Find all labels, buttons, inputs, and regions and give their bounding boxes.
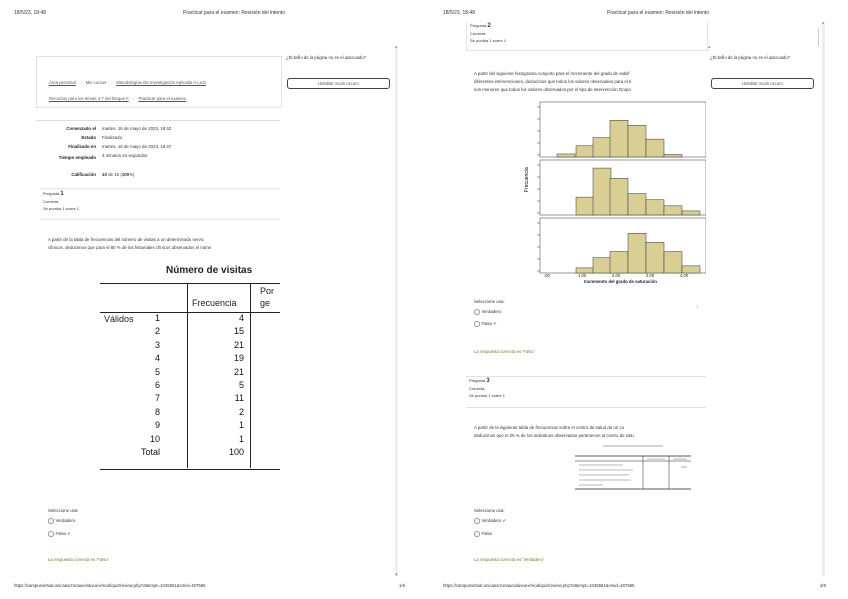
table-col-percent-bottom: ge <box>260 298 271 308</box>
info-label-time: Tiempo empleado <box>58 155 96 160</box>
q3-option-true[interactable] <box>474 518 506 524</box>
page2-dark-mode-button[interactable]: Habilitar modo oscuro <box>711 78 814 89</box>
q3-option-false[interactable] <box>474 531 492 537</box>
table-row-key: 7 <box>154 393 160 404</box>
q2-correct-answer: La respuesta correcta es 'Falso' <box>474 349 535 354</box>
histogram-bar <box>682 211 700 215</box>
table-row-key: 3 <box>154 339 160 350</box>
histogram-xlabel: Incremento del grado de saturación <box>584 279 657 284</box>
radio-icon[interactable] <box>474 531 480 537</box>
table-col-percent-top: Por <box>260 286 275 296</box>
table-row-value: 21 <box>233 366 244 377</box>
table-row-key: Total <box>140 447 160 457</box>
q2-text-line3: son menores que todos los valores observados por el tipo de intervención Grupo <box>474 87 631 92</box>
histogram-bar <box>646 200 664 215</box>
info-label-grade: Calificación <box>71 172 96 177</box>
table-row-group: Válidos <box>104 314 134 324</box>
histogram-bar <box>628 125 646 157</box>
page1-breadcrumb-box <box>36 56 282 108</box>
q1-option-false[interactable] <box>48 531 71 537</box>
histogram-bar <box>646 139 664 157</box>
histogram-bar <box>576 197 594 215</box>
q3-correct-answer: La respuesta correcta es 'Verdadero' <box>474 557 544 562</box>
breadcrumb-sep-icon: 〉 <box>133 96 139 101</box>
breadcrumb-courses[interactable]: Mis cursos <box>85 80 107 85</box>
table-row-value: 15 <box>233 326 244 337</box>
q1-correct-answer: La respuesta correcta es 'Falso' <box>48 557 109 562</box>
table-row-key: 6 <box>154 380 160 390</box>
radio-icon[interactable] <box>48 531 54 537</box>
q3-info-box <box>466 376 706 408</box>
table-row-value: 21 <box>233 339 244 350</box>
page2-scrollbar[interactable] <box>822 24 825 576</box>
q1-select-label: Seleccione una: <box>48 508 79 513</box>
q2-status: Correcta <box>470 31 486 36</box>
q1-text-line1: A partir de la tabla de frecuencias del número de visitas a un determinado servic <box>48 237 204 242</box>
q1-option-true[interactable] <box>48 518 75 524</box>
breadcrumb-quiz[interactable]: Practicar para el examen <box>138 96 187 101</box>
info-value-started: martes, 16 de mayo de 2023, 18:42 <box>102 126 172 131</box>
check-icon: ✔ <box>502 518 507 523</box>
page1-header-date: 18/5/23, 18:48 <box>14 10 46 16</box>
table-row-value: 4 <box>238 313 244 323</box>
info-label-finished: Finalizado en <box>68 144 96 149</box>
page1-dark-mode-button[interactable]: Habilitar modo oscuro <box>287 78 390 89</box>
info-value-finished: martes, 16 de mayo de 2023, 18:47 <box>102 144 172 149</box>
page2-footer-url: https://campusvirtual.unicaes/zonauex/aivuex/mod/quiz/review.php?attempt=1045551&cmid=407555 <box>443 583 635 588</box>
histogram-bar <box>664 252 682 273</box>
q2-select-label: Seleccione una: <box>474 299 505 304</box>
freq-table-vline2 <box>250 283 251 468</box>
table-row-value: 19 <box>233 353 244 364</box>
q3-label-row <box>466 377 706 385</box>
histogram-y-ticks <box>537 107 540 271</box>
page2-footer-page: 2/6 <box>820 583 826 588</box>
q3-text-line1: A partir de la siguiente tabla de frecuencias sobre el centro de salud de un cu <box>474 425 625 430</box>
page1-scroll-down-icon[interactable]: ▾ <box>395 572 398 578</box>
histogram-figure <box>520 100 706 292</box>
page2-header-title: Practicar para el examen: Revisión del intento <box>607 10 709 16</box>
breadcrumb-course[interactable]: Metodologías De Investigación Aplicada A La E <box>116 80 207 85</box>
check-icon: ✔ <box>493 321 497 326</box>
q3-table-image <box>573 443 693 491</box>
grade-of: de 10 ( <box>106 172 122 177</box>
q2-option-false[interactable] <box>474 321 497 327</box>
info-value-time: 3 minutos 44 segundos <box>102 153 148 158</box>
q1-info-box <box>40 188 280 220</box>
freq-table-vline <box>187 283 188 468</box>
breadcrumb-resources[interactable]: Recursos para los temas 4-7 del bloque II <box>49 96 129 101</box>
q3-text-line2: deducimos que el 25 % de los individuos observados pertenecen al centro de salu <box>474 433 634 438</box>
q3-option-false-label: Falso <box>481 531 493 536</box>
freq-table-header-line <box>100 312 280 313</box>
q1-label: Pregunta <box>43 191 60 196</box>
table-row-value: 100 <box>228 447 244 457</box>
table-row-key: 9 <box>154 420 160 431</box>
page2-inner-scroll-up-icon[interactable]: ▴ <box>708 44 711 50</box>
q2-score: Se puntúa 1 sobre 1 <box>470 38 507 43</box>
histogram-bar <box>628 194 646 215</box>
info-value-state: Finalizado <box>102 135 123 140</box>
q1-label-row <box>40 190 280 198</box>
q1-option-true-label: Verdadero <box>55 518 76 523</box>
grade-end: %) <box>129 172 135 177</box>
histogram-bar <box>557 154 575 157</box>
q2-option-false-label: Falso <box>481 321 493 326</box>
info-label-state: Estado <box>81 135 96 140</box>
histogram-x-tick-label: 1,00 <box>578 273 587 278</box>
page2-scroll-thumb[interactable] <box>818 28 819 46</box>
table-row-value: 1 <box>238 420 244 431</box>
info-value-grade <box>102 172 134 177</box>
q3-select-label: Seleccione una: <box>474 508 505 513</box>
q2-info-box <box>466 22 708 51</box>
q3-label: Pregunta <box>469 378 486 383</box>
q1-status: Correcta <box>43 199 59 204</box>
radio-icon[interactable] <box>48 518 54 524</box>
histogram-bar <box>576 146 594 157</box>
histogram-bar <box>610 178 628 215</box>
table-row-key: 2 <box>154 326 160 337</box>
check-icon: ✔ <box>67 531 71 536</box>
q3-number: 3 <box>486 378 490 384</box>
page2-header-date: 18/5/23, 18:48 <box>443 10 475 16</box>
page2-dark-mode-question: ¿El brillo de la página no es el adecuado? <box>710 55 791 60</box>
table-row-key: 1 <box>154 313 160 323</box>
chevron-right-icon[interactable]: › <box>696 302 699 311</box>
page2-scroll-up-icon[interactable]: ▴ <box>822 20 825 26</box>
histogram-x-tick-label: 2,00 <box>612 273 621 278</box>
page1-header-title: Practicar para el examen: Revisión del intento <box>183 10 285 16</box>
histogram-x-tick-label: ,00 <box>544 273 550 278</box>
radio-icon[interactable] <box>474 309 480 315</box>
q2-number: 2 <box>487 23 491 29</box>
q1-text-line2: clínicos, deducimos que para el 80 % de los historiales clínicos observados el núme <box>48 245 212 250</box>
histogram-x-tick-label: 4,00 <box>680 273 689 278</box>
q2-label: Pregunta <box>470 23 487 28</box>
radio-icon[interactable] <box>474 518 480 524</box>
histogram-bar <box>593 168 611 215</box>
page1-footer-url: https://campusvirtual.unicaes/zonauex/aivuex/mod/quiz/review.php?attempt=1045551&cmid=407555 <box>14 583 206 588</box>
table-row-value: 2 <box>238 406 244 417</box>
q1-number: 1 <box>60 191 64 197</box>
page1-scroll-up-icon[interactable]: ▴ <box>395 44 398 50</box>
radio-icon[interactable] <box>474 321 480 327</box>
q2-text-line2: diferentes intervenciones, deducimos que todos los valores observados para el ti <box>474 79 632 84</box>
q2-text-line1: A partir del siguiente histograma conjunto para el Incremento del grado de satisf <box>474 71 630 76</box>
table-row-value: 5 <box>238 380 244 390</box>
histogram-ylabel: Frecuencia <box>524 167 530 192</box>
histogram-bar <box>628 233 646 273</box>
q3-status: Correcta <box>469 386 485 391</box>
q1-score: Se puntúa 1 sobre 1 <box>43 206 80 211</box>
table-title: Número de visitas <box>166 265 253 276</box>
page1-footer-page: 1/6 <box>399 583 405 588</box>
page1-scrollbar[interactable] <box>395 48 398 576</box>
q2-option-true-label: Verdadero <box>481 309 502 314</box>
grade-percent: 100 <box>121 172 130 177</box>
q3-score: Se puntúa 1 sobre 1 <box>469 393 506 398</box>
q3-option-true-label: Verdadero <box>481 518 502 523</box>
table-row-key: 8 <box>154 406 160 417</box>
grade-score: 10 <box>102 172 107 177</box>
page1-dark-mode-question: ¿El brillo de la página no es el adecuado? <box>286 55 367 60</box>
histogram-bar <box>664 206 682 215</box>
table-row-value: 11 <box>234 393 244 404</box>
q2-label-row <box>467 22 707 30</box>
info-label-started: Comenzado el <box>66 126 96 131</box>
histogram-bar <box>593 138 611 157</box>
table-row-key: 5 <box>154 366 160 377</box>
breadcrumb-home[interactable]: Área personal <box>49 80 76 85</box>
histogram-bar <box>593 258 611 273</box>
histogram-x-tick-label: 3,00 <box>646 273 655 278</box>
histogram-bar <box>610 252 628 273</box>
table-row-value: 1 <box>238 433 244 444</box>
histogram-bar <box>682 266 700 273</box>
histogram-bar <box>646 242 664 273</box>
q2-option-true[interactable] <box>474 309 501 315</box>
table-row-key: 10 <box>149 433 160 444</box>
breadcrumb-sep-icon: 〉 <box>110 80 117 85</box>
q1-option-false-label: Falso <box>55 531 67 536</box>
breadcrumb-sep-icon: 〉 <box>80 80 86 85</box>
table-row-key: 4 <box>154 353 160 364</box>
histogram-bar <box>610 120 628 157</box>
breadcrumb-line2 <box>49 87 186 105</box>
histogram-bar <box>664 154 682 157</box>
table-col-frequency: Frecuencia <box>192 298 237 308</box>
